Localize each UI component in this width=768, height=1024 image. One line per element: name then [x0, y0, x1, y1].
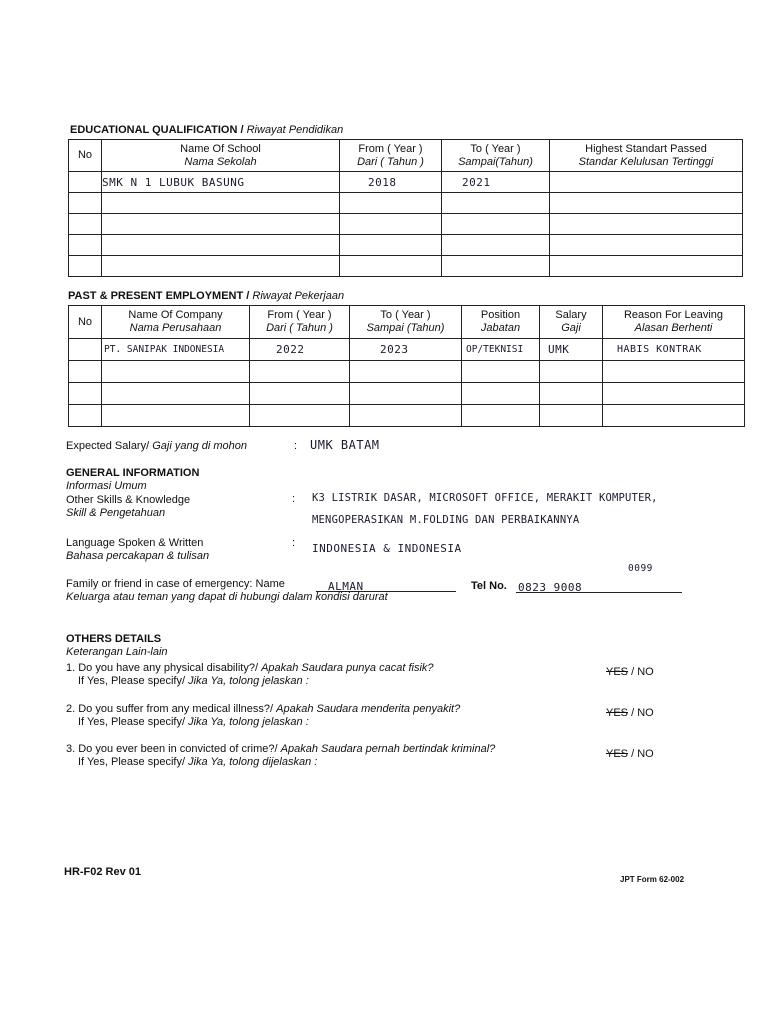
- table-row: [69, 214, 743, 235]
- table-row: [69, 383, 745, 405]
- emp-header-position: Position Jabatan: [462, 306, 540, 339]
- edu-no-cell[interactable]: [69, 172, 102, 193]
- expected-salary-value[interactable]: UMK BATAM: [310, 438, 380, 452]
- table-row: [69, 235, 743, 256]
- edu-from-cell[interactable]: 2018: [340, 172, 442, 193]
- emergency-label: Family or friend in case of emergency: Name: [66, 578, 285, 590]
- edu-standard-cell[interactable]: [550, 172, 743, 193]
- others-title-id: Keterangan Lain-lain: [66, 646, 168, 658]
- skills-colon: :: [292, 493, 296, 505]
- education-table: [68, 139, 743, 277]
- emp-no-cell[interactable]: [69, 339, 102, 361]
- question-3: 3. Do you ever been in convicted of crime?/ Apakah Saudara pernah bertindak kriminal? If Yes, Please specify/ Jika Ya, tolong dijelaskan :: [66, 743, 496, 768]
- edu-header-from: From ( Year ) Dari ( Tahun ): [340, 140, 442, 172]
- answer-3-no: / NO: [631, 748, 654, 760]
- question-2: 2. Do you suffer from any medical illness?/ Apakah Saudara menderita penyakit? If Yes, Please specify/ Jika Ya, tolong jelaskan :: [66, 703, 461, 728]
- answer-1-yes: YES: [606, 666, 629, 678]
- emergency-name-line[interactable]: [316, 577, 456, 592]
- tel-value: 0823 9008: [518, 581, 583, 594]
- emergency-label-id: Keluarga atau teman yang dapat di hubungi dalam kondisi darurat: [66, 591, 388, 603]
- emp-header-to: To ( Year ) Sampai (Tahun): [350, 306, 462, 339]
- answer-2-no: / NO: [631, 707, 654, 719]
- employment-title: PAST & PRESENT EMPLOYMENT / Riwayat Pekerjaan: [68, 290, 345, 302]
- emp-header-from: From ( Year ) Dari ( Tahun ): [250, 306, 350, 339]
- language-label: Language Spoken & Written Bahasa percakapan & tulisan: [66, 537, 210, 562]
- emp-salary-cell[interactable]: UMK: [540, 339, 603, 361]
- tel-line[interactable]: [516, 578, 682, 593]
- emp-company-cell[interactable]: PT. SANIPAK INDONESIA: [102, 339, 250, 361]
- table-row: [69, 193, 743, 214]
- others-title: OTHERS DETAILS: [66, 633, 162, 645]
- question-1: 1. Do you have any physical disability?/ Apakah Saudara punya cacat fisik? If Yes, Please specify/ Jika Ya, tolong jelaskan :: [66, 662, 434, 687]
- table-row: [69, 339, 745, 361]
- employment-table: [68, 305, 745, 427]
- edu-to-cell[interactable]: 2021: [442, 172, 550, 193]
- tel-label: Tel No.: [471, 580, 507, 592]
- expected-salary-label: Expected Salary/ Gaji yang di mohon: [66, 440, 247, 452]
- skills-label: Other Skills & Knowledge Skill & Pengetahuan: [66, 494, 191, 519]
- skills-line-2[interactable]: MENGOPERASIKAN M.FOLDING DAN PERBAIKANNYA: [312, 514, 580, 526]
- emp-header-no: No: [69, 306, 102, 339]
- language-colon: :: [292, 537, 296, 549]
- emp-header-reason: Reason For Leaving Alasan Berhenti: [603, 306, 745, 339]
- table-row: [69, 172, 743, 193]
- answer-3[interactable]: [606, 748, 654, 760]
- general-title-id: Informasi Umum: [66, 480, 147, 492]
- emergency-name-value: ALMAN: [328, 580, 364, 593]
- answer-2[interactable]: [606, 707, 654, 719]
- edu-header-no: No: [69, 140, 102, 172]
- skills-line-1[interactable]: K3 LISTRIK DASAR, MICROSOFT OFFICE, MERAKIT KOMPUTER,: [312, 492, 658, 504]
- language-value[interactable]: INDONESIA & INDONESIA: [312, 542, 462, 555]
- table-row: [69, 405, 745, 427]
- edu-school-cell[interactable]: SMK N 1 LUBUK BASUNG: [102, 172, 340, 193]
- education-title: EDUCATIONAL QUALIFICATION / Riwayat Pendidikan: [70, 124, 344, 136]
- emp-position-cell[interactable]: OP/TEKNISI: [462, 339, 540, 361]
- emp-header-company: Name Of Company Nama Perusahaan: [102, 306, 250, 339]
- answer-2-yes: YES: [606, 707, 629, 719]
- emp-reason-cell[interactable]: HABIS KONTRAK: [603, 339, 745, 361]
- table-row: [69, 361, 745, 383]
- emp-to-cell[interactable]: 2023: [350, 339, 462, 361]
- expected-salary-colon: :: [294, 440, 298, 452]
- table-row: [69, 256, 743, 277]
- answer-3-yes: YES: [606, 748, 629, 760]
- emp-from-cell[interactable]: 2022: [250, 339, 350, 361]
- footer-form-number: JPT Form 62-002: [620, 875, 685, 884]
- edu-header-school: Name Of School Nama Sekolah: [102, 140, 340, 172]
- footer-form-code: HR-F02 Rev 01: [64, 866, 142, 878]
- general-title: GENERAL INFORMATION: [66, 467, 200, 479]
- edu-header-standard: Highest Standart Passed Standar Kelulusan Tertinggi: [550, 140, 743, 172]
- answer-1[interactable]: [606, 666, 654, 678]
- emp-header-salary: Salary Gaji: [540, 306, 603, 339]
- answer-1-no: / NO: [631, 666, 654, 678]
- edu-header-to: To ( Year ) Sampai(Tahun): [442, 140, 550, 172]
- tel-extra-value: 0099: [628, 563, 653, 574]
